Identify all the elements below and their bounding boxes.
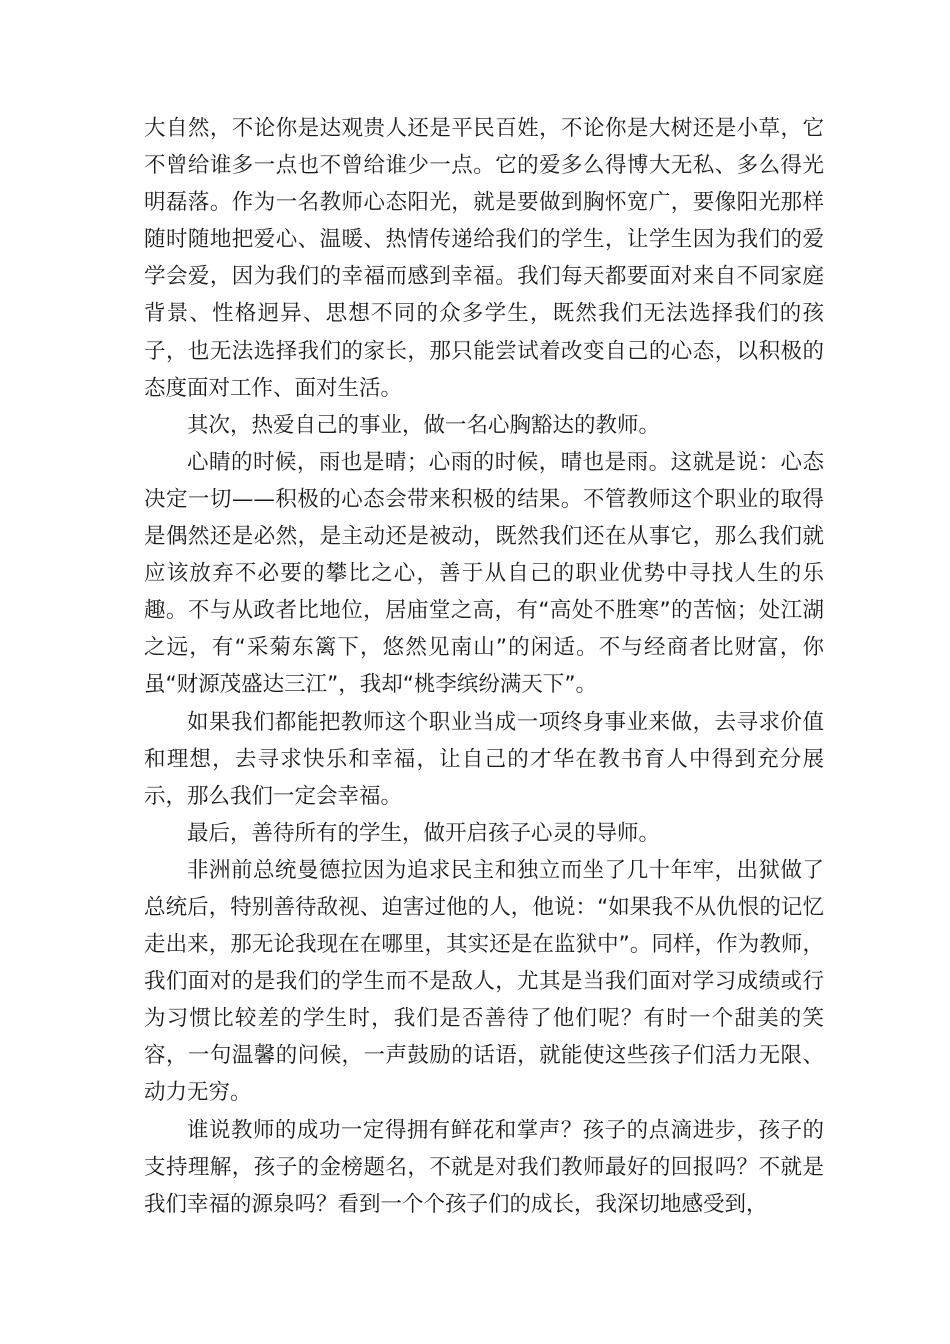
paragraph-success: 谁说教师的成功一定得拥有鲜花和掌声？孩子的点滴进步，孩子的支持理解，孩子的金榜题名，不就是对我们教师最好的回报吗？不就是我们幸福的源泉吗？看到一个个孩子们的成长，我深切地感受到，	[144, 1117, 824, 1217]
paragraph-career: 如果我们都能把教师这个职业当成一项终身事业来做，去寻求价值和理想，去寻求快乐和幸福，让自己的才华在教书育人中得到充分展示，那么我们一定会幸福。	[144, 709, 824, 809]
paragraph-last-point: 最后，善待所有的学生，做开启孩子心灵的导师。	[187, 820, 661, 846]
document-body	[144, 110, 824, 1223]
paragraph-nature: 大自然，不论你是达观贵人还是平民百姓，不论你是大树还是小草，它不曾给谁多一点也不曾给谁少一点。它的爱多么得博大无私、多么得光明磊落。作为一名教师心态阳光，就是要做到胸怀宽广，要像阳光那样随时随地把爱心、温暖、热情传递给我们的学生，让学生因为我们的爱学会爱，因为我们的幸福而感到幸福。我们每天都要面对来自不同家庭背景、性格迥异、思想不同的众多学生，既然我们无法选择我们的孩子，也无法选择我们的家长，那只能尝试着改变自己的心态，以积极的态度面对工作、面对生活。	[144, 116, 824, 401]
paragraph-mandela: 非洲前总统曼德拉因为追求民主和独立而坐了几十年牢，出狱做了总统后，特别善待敌视、迫害过他的人，他说：“如果我不从仇恨的记忆走出来，那无论我现在在哪里，其实还是在监狱中”。同样，作为教师，我们面对的是我们的学生而不是敌人，尤其是当我们面对学习成绩或行为习惯比较差的学生时，我们是否善待了他们呢？有时一个甜美的笑容，一句温馨的问候，一声鼓励的话语，就能使这些孩子们活力无限、动力无穷。	[144, 857, 824, 1106]
paragraph-second-point: 其次，热爱自己的事业，做一名心胸豁达的教师。	[187, 412, 661, 438]
paragraph-attitude: 心睛的时候，雨也是晴；心雨的时候，晴也是雨。这就是说：心态决定一切——积极的心态会带来积极的结果。不管教师这个职业的取得是偶然还是必然，是主动还是被动，既然我们还在从事它，那么我们就应该放弃不必要的攀比之心，善于从自己的职业优势中寻找人生的乐趣。不与从政者比地位，居庙堂之高，有“高处不胜寒”的苦恼；处江湖之远，有“采菊东篱下，悠然见南山”的闲适。不与经商者比财富，你虽“财源茂盛达三江”，我却“桃李缤纷满天下”。	[144, 449, 824, 698]
